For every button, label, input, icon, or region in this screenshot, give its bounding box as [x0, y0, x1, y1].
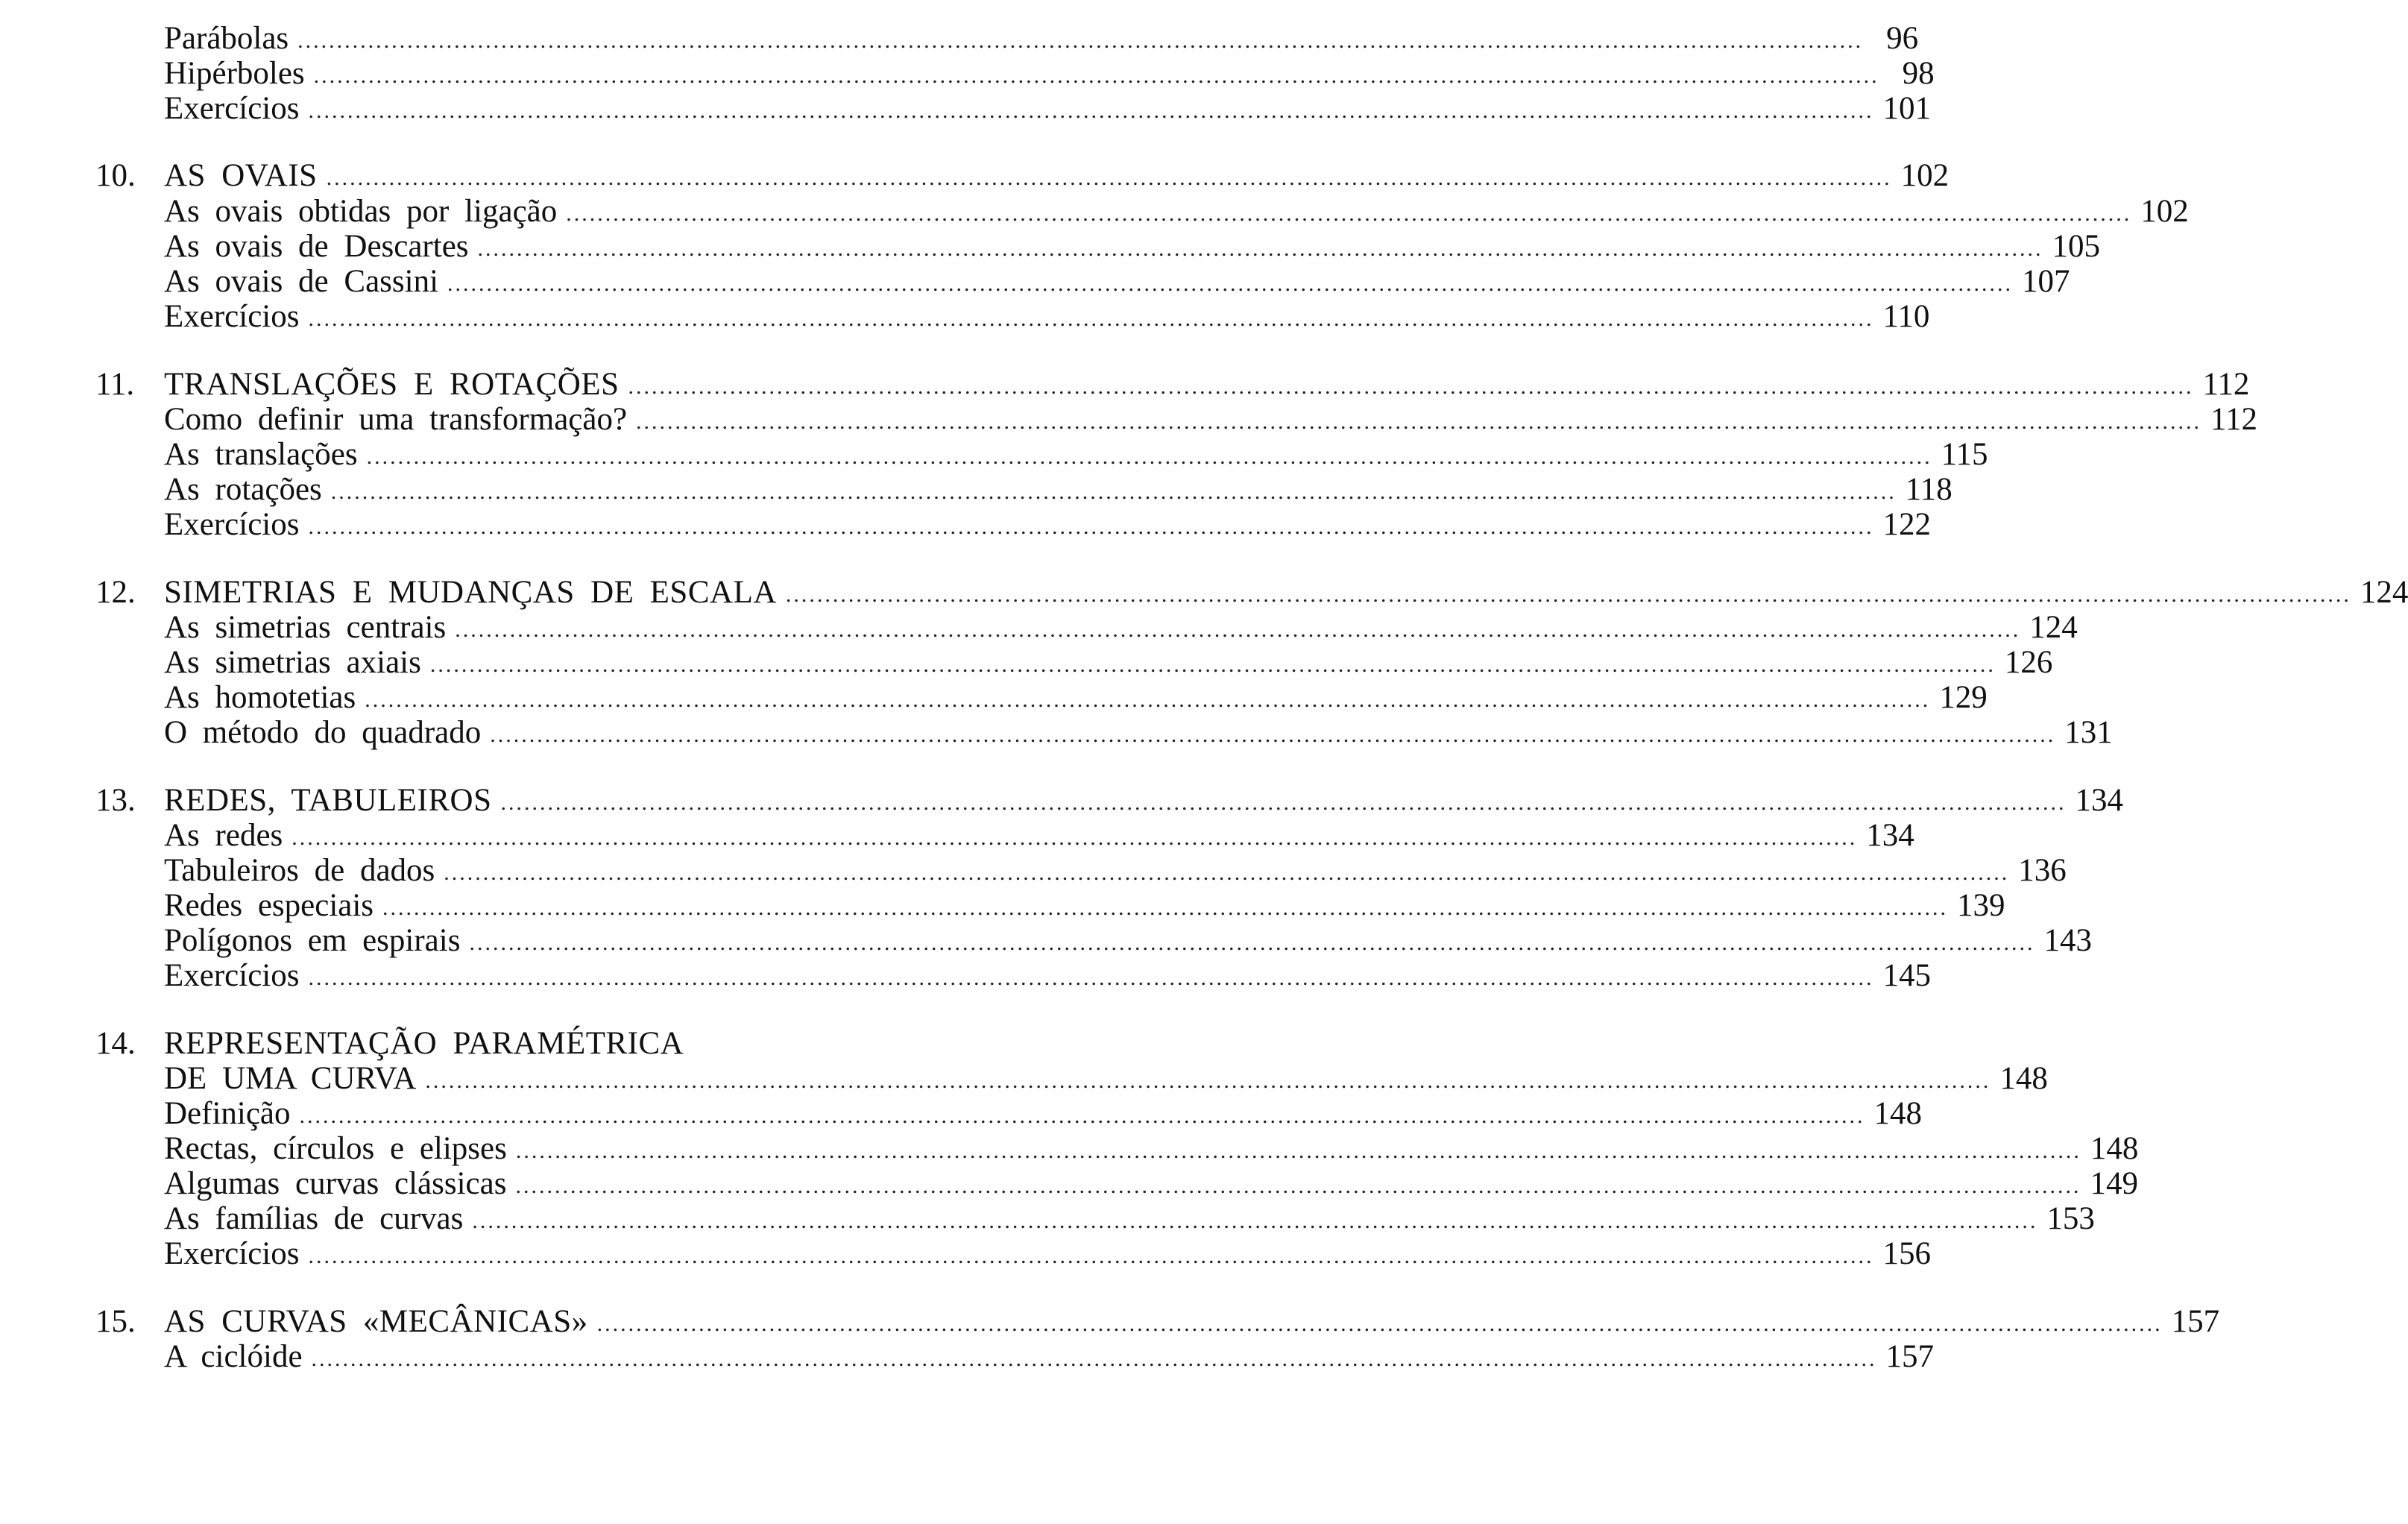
entry-title: As rotações	[164, 472, 322, 507]
page-number: 148	[2090, 1131, 2139, 1166]
page-number: 115	[1941, 437, 1988, 472]
toc-section-entry	[164, 1166, 2138, 1202]
dot-leader: ........................................................................................................................................................................................................	[308, 1244, 1874, 1268]
toc-section-entry	[164, 1236, 1931, 1272]
dot-leader: ........................................................................................................................................................................................................	[365, 687, 1931, 712]
dot-leader: ........................................................................................................................................................................................................	[425, 1068, 1991, 1093]
dot-leader: ........................................................................................................................................................................................................	[311, 1347, 1877, 1371]
dot-leader: ........................................................................................................................................................................................................	[308, 306, 1874, 331]
dot-leader: ........................................................................................................................................................................................................	[330, 479, 1897, 504]
entry-title: Hipérboles	[164, 56, 305, 91]
toc-section-entry	[164, 472, 1952, 508]
chapter-number: 11.	[95, 367, 135, 402]
page-number: 98	[1902, 56, 1935, 91]
page-number: 107	[2022, 264, 2070, 299]
page-number: 124	[2029, 610, 2078, 645]
dot-leader: ........................................................................................................................................................................................................	[313, 63, 1879, 88]
page-number: 118	[1905, 472, 1952, 507]
chapter-number: 12.	[95, 575, 136, 610]
toc-section-entry	[164, 402, 2257, 438]
toc-section-entry	[164, 1201, 2095, 1237]
toc-section-entry	[164, 923, 2092, 959]
entry-title: Redes especiais	[164, 888, 374, 923]
toc-section-entry	[164, 299, 1930, 335]
page-number: 148	[1873, 1096, 1923, 1131]
entry-title: As famílias de curvas	[164, 1201, 464, 1236]
entry-title: Definição	[164, 1096, 291, 1131]
page-number: 96	[1886, 21, 1919, 56]
dot-leader: ........................................................................................................................................................................................................	[308, 514, 1874, 539]
dot-leader: ........................................................................................................................................................................................................	[444, 860, 2010, 885]
page-number: 102	[2140, 194, 2189, 229]
page-number: 102	[1900, 158, 1950, 193]
page-number: 153	[2046, 1201, 2095, 1236]
toc-section-entry	[164, 818, 1914, 854]
dot-leader: ........................................................................................................................................................................................................	[299, 1103, 1865, 1128]
toc-section-entry	[164, 645, 2053, 681]
page-number: 134	[2075, 783, 2124, 818]
toc-section-entry	[164, 853, 2067, 889]
entry-title: A ciclóide	[164, 1339, 303, 1374]
toc-section-entry	[164, 680, 1988, 716]
dot-leader: ........................................................................................................................................................................................................	[469, 931, 2035, 955]
toc-section-entry	[164, 507, 1931, 543]
toc-section-entry	[164, 91, 1931, 127]
entry-title: As ovais de Descartes	[164, 229, 469, 264]
page-number: 148	[1999, 1061, 2048, 1096]
toc-section-entry	[164, 958, 1931, 994]
entry-title: As ovais de Cassini	[164, 264, 439, 299]
entry-title: Exercícios	[164, 958, 300, 993]
toc-section-entry	[164, 229, 2101, 265]
dot-leader: ........................................................................................................................................................................................................	[429, 652, 1996, 677]
page-number: 156	[1882, 1236, 1931, 1271]
toc-section-entry	[164, 715, 2113, 751]
entry-title: Parábolas	[164, 21, 289, 56]
entry-title: AS CURVAS «MECÂNICAS»	[164, 1304, 588, 1339]
chapter-number: 13.	[95, 783, 136, 818]
dot-leader: ........................................................................................................................................................................................................	[515, 1139, 2081, 1163]
toc-chapter-entry	[95, 575, 2408, 611]
page-number: 112	[2202, 367, 2250, 402]
dot-leader: ........................................................................................................................................................................................................	[291, 825, 1858, 850]
page-number: 139	[1957, 888, 2005, 923]
entry-title: As redes	[164, 818, 283, 853]
page-number: 112	[2210, 402, 2257, 437]
toc-section-entry	[164, 194, 2189, 230]
entry-title: REPRESENTAÇÃO PARAMÉTRICA	[164, 1026, 684, 1061]
toc-chapter-entry	[95, 1026, 910, 1062]
dot-leader: ........................................................................................................................................................................................................	[636, 409, 2202, 434]
entry-title: As homotetias	[164, 680, 356, 715]
toc-chapter-entry	[95, 158, 1950, 194]
toc-section-entry	[164, 1131, 2139, 1167]
page-number: 110	[1882, 299, 1930, 334]
dot-leader: ........................................................................................................................................................................................................	[308, 98, 1874, 123]
entry-title: AS OVAIS	[164, 158, 318, 193]
page-number: 126	[2004, 645, 2053, 680]
chapter-number: 14.	[95, 1026, 136, 1061]
chapter-number: 10.	[95, 158, 136, 193]
toc-section-entry	[164, 56, 1935, 92]
chapter-number: 15.	[95, 1304, 136, 1339]
page-number: 129	[1939, 680, 1988, 715]
dot-leader: ........................................................................................................................................................................................................	[472, 1209, 2038, 1233]
entry-title: DE UMA CURVA	[164, 1061, 417, 1096]
entry-title: As ovais obtidas por ligação	[164, 194, 558, 229]
page-number: 157	[2171, 1304, 2220, 1339]
dot-leader: ........................................................................................................................................................................................................	[500, 790, 2067, 815]
page-number: 136	[2018, 853, 2067, 888]
toc-chapter-entry	[95, 1304, 2220, 1340]
toc-section-entry	[164, 21, 1919, 57]
entry-title: Exercícios	[164, 299, 300, 334]
dot-leader: ........................................................................................................................................................................................................	[566, 201, 2132, 226]
entry-title: As simetrias axiais	[164, 645, 421, 680]
dot-leader: ........................................................................................................................................................................................................	[477, 236, 2043, 261]
entry-title: O método do quadrado	[164, 715, 482, 750]
dot-leader: ........................................................................................................................................................................................................	[297, 28, 1864, 53]
entry-title: Polígonos em espirais	[164, 923, 461, 958]
dot-leader: ........................................................................................................................................................................................................	[366, 444, 1932, 469]
page-number: 157	[1885, 1339, 1935, 1374]
dot-leader: ........................................................................................................................................................................................................	[326, 166, 1892, 190]
dot-leader: ........................................................................................................................................................................................................	[447, 271, 2014, 296]
page-number: 101	[1882, 91, 1931, 126]
entry-title: As simetrias centrais	[164, 610, 447, 645]
entry-title: Exercícios	[164, 91, 300, 126]
dot-leader: ........................................................................................................................................................................................................	[785, 582, 2351, 607]
page-number: 131	[2064, 715, 2113, 750]
page-number: 145	[1882, 958, 1931, 993]
dot-leader: ........................................................................................................................................................................................................	[455, 617, 2021, 642]
dot-leader: ........................................................................................................................................................................................................	[515, 1174, 2081, 1198]
toc-section-entry	[164, 1061, 2048, 1097]
page-number: 122	[1882, 507, 1931, 542]
entry-title: SIMETRIAS E MUDANÇAS DE ESCALA	[164, 575, 777, 610]
entry-title: TRANSLAÇÕES E ROTAÇÕES	[164, 367, 620, 402]
toc-section-entry	[164, 437, 1988, 473]
entry-title: Exercícios	[164, 1236, 300, 1271]
entry-title: Algumas curvas clássicas	[164, 1166, 507, 1201]
toc-chapter-entry	[95, 783, 2124, 819]
entry-title: REDES, TABULEIROS	[164, 783, 492, 818]
dot-leader: ........................................................................................................................................................................................................	[596, 1312, 2163, 1336]
toc-chapter-entry	[95, 367, 2250, 403]
toc-section-entry	[164, 610, 2078, 646]
entry-title: Exercícios	[164, 507, 300, 542]
dot-leader: ........................................................................................................................................................................................................	[628, 374, 2194, 399]
toc-section-entry	[164, 264, 2070, 300]
toc-section-entry	[164, 1096, 1923, 1132]
entry-title: Como definir uma transformação?	[164, 402, 628, 437]
entry-title: As translações	[164, 437, 358, 472]
dot-leader: ........................................................................................................................................................................................................	[308, 966, 1874, 990]
dot-leader: ........................................................................................................................................................................................................	[382, 895, 1949, 920]
page-number: 134	[1866, 818, 1914, 853]
page-number: 143	[2043, 923, 2092, 958]
dot-leader: ........................................................................................................................................................................................................	[490, 722, 2056, 747]
toc-section-entry	[164, 1339, 1935, 1375]
entry-title: Rectas, círculos e elipses	[164, 1131, 507, 1166]
page-number: 124	[2360, 575, 2408, 610]
toc-section-entry	[164, 888, 2005, 924]
page-number: 149	[2090, 1166, 2138, 1201]
page-number: 105	[2052, 229, 2101, 264]
entry-title: Tabuleiros de dados	[164, 853, 435, 888]
